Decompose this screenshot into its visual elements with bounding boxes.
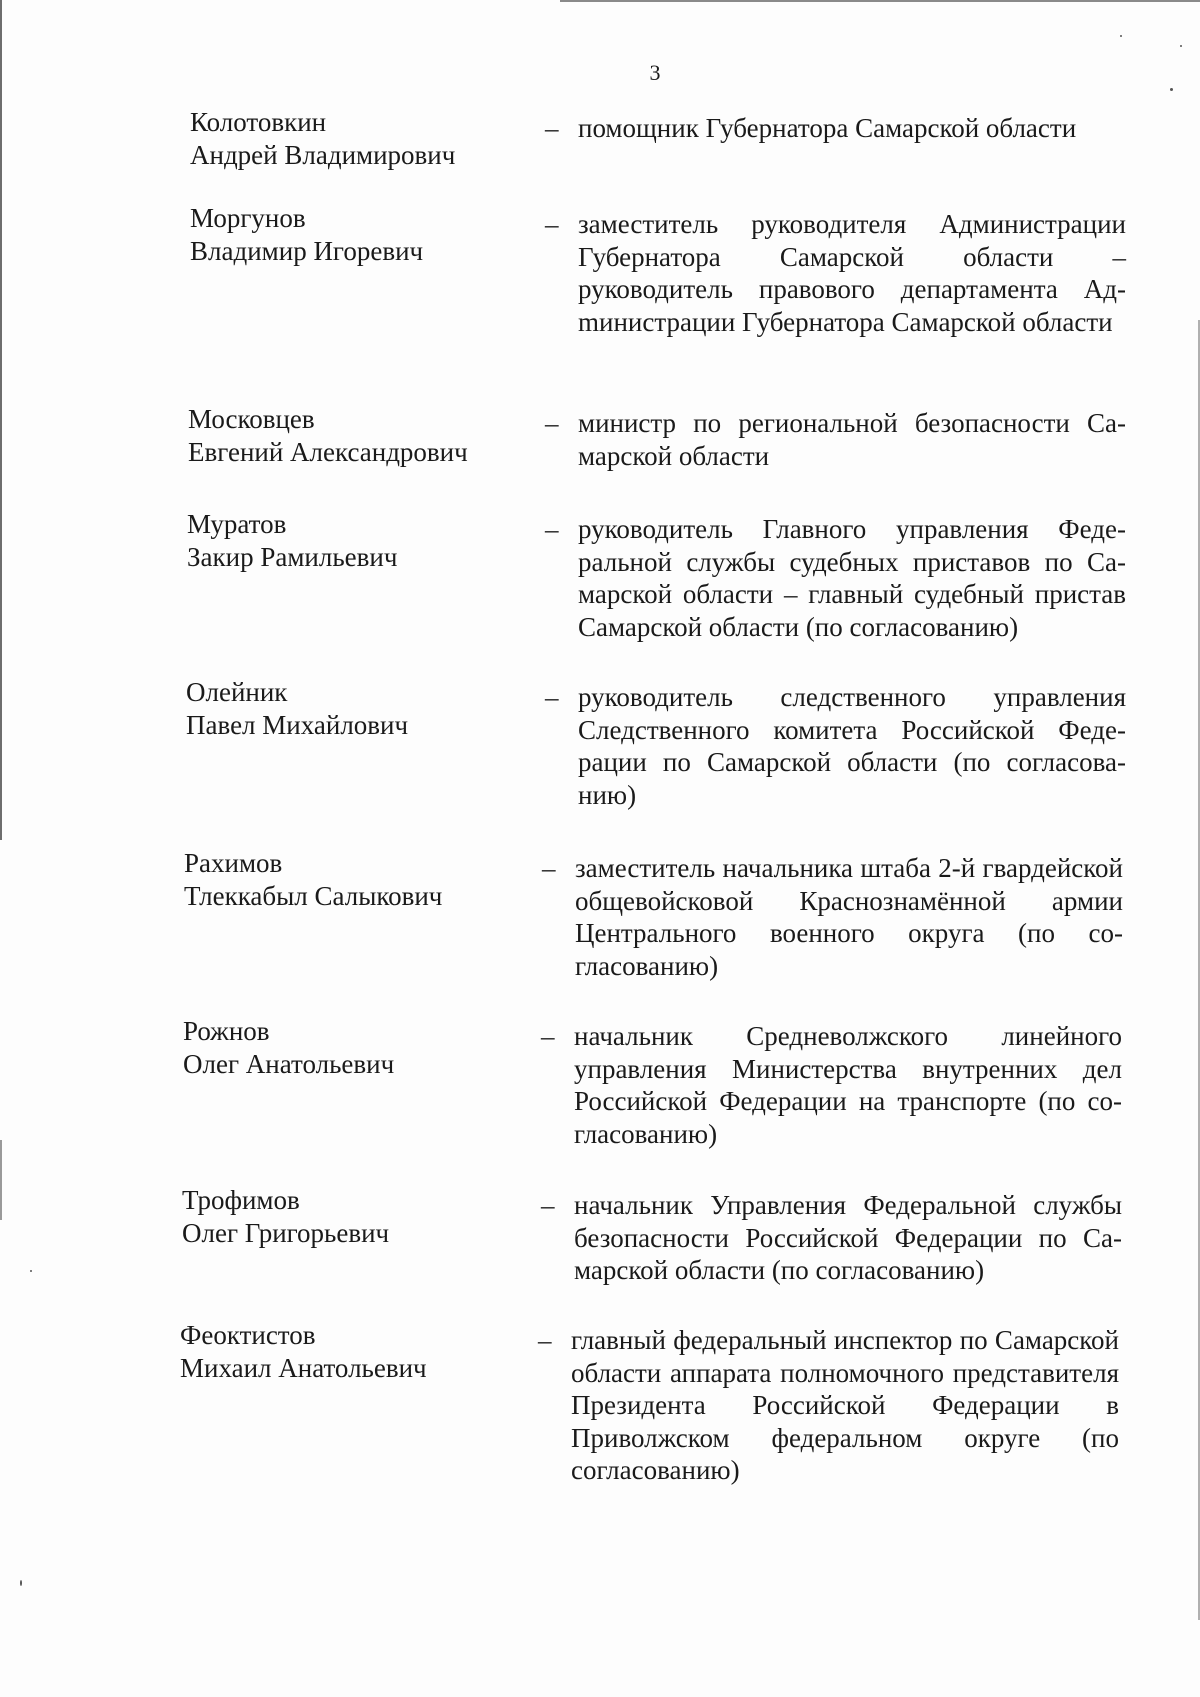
member-given-names: Евгений Александрович <box>188 437 468 467</box>
member-name <box>183 1015 543 1081</box>
separator-dash: – <box>545 408 559 438</box>
member-position: руководитель следственного управления Следственного комитета Российской Федерации по Самарской области (по согласованию) <box>578 682 1126 810</box>
separator-dash: – <box>545 682 559 712</box>
member-surname: Феоктистов <box>180 1320 316 1350</box>
member-name <box>188 403 548 469</box>
member-given-names: Владимир Игоревич <box>190 236 424 266</box>
member-position: руководитель Главного управления Федеральной службы судебных приставов по Самарской области – главный судебный пристав Самарской области (по согласованию) <box>578 514 1126 642</box>
member-surname: Олейник <box>186 677 288 707</box>
separator-dash: – <box>541 1021 555 1051</box>
member-given-names: Олег Григорьевич <box>182 1218 390 1248</box>
member-surname: Рахимов <box>184 848 283 878</box>
member-surname: Колотовкин <box>190 107 327 137</box>
member-name <box>187 508 547 574</box>
member-position: заместитель руководителя Администрации Губернатора Самарской области – руководитель правового департамента Адmинистрации Губернатора Самарской области <box>578 209 1126 337</box>
member-given-names: Андрей Владимирович <box>190 140 456 170</box>
page-number: 3 <box>649 60 661 85</box>
member-position: помощник Губернатора Самарской области <box>578 113 1077 143</box>
separator-dash: – <box>538 1325 552 1355</box>
member-name <box>186 676 546 742</box>
member-position: начальник Средневолжского линейного управления Министерства внутренних дел Российской Федерации на транспорте (по согласованию) <box>574 1021 1122 1149</box>
member-surname: Муратов <box>187 509 287 539</box>
member-position: начальник Управления Федеральной службы безопасности Российской Федерации по Самарской области (по согласованию) <box>574 1190 1122 1285</box>
member-surname: Московцев <box>188 404 315 434</box>
separator-dash: – <box>545 514 559 544</box>
separator-dash: – <box>545 113 559 143</box>
member-name <box>182 1184 542 1250</box>
member-given-names: Закир Рамильевич <box>187 542 398 572</box>
member-position: главный федеральный инспектор по Самарской области аппарата полномочного представителя Президента Российской Федерации в Приволжском федеральном округе (по согласованию) <box>571 1325 1119 1485</box>
member-surname: Рожнов <box>183 1016 270 1046</box>
member-position: министр по региональной безопасности Самарской области <box>578 408 1126 471</box>
member-name <box>190 202 550 268</box>
member-surname: Трофимов <box>182 1185 300 1215</box>
separator-dash: – <box>545 209 559 239</box>
member-name <box>190 106 550 172</box>
member-given-names: Олег Анатольевич <box>183 1049 395 1079</box>
member-position: заместитель начальника штаба 2-й гвардейской общевойсковой Краснознамённой армии Центрального военного округа (по согласованию) <box>575 853 1123 981</box>
member-name <box>180 1319 540 1385</box>
separator-dash: – <box>541 1190 555 1220</box>
member-given-names: Тлеккабыл Салыкович <box>184 881 443 911</box>
member-surname: Моргунов <box>190 203 306 233</box>
member-given-names: Михаил Анатольевич <box>180 1353 427 1383</box>
member-name <box>184 847 544 913</box>
separator-dash: – <box>542 853 556 883</box>
member-given-names: Павел Михайлович <box>186 710 409 740</box>
